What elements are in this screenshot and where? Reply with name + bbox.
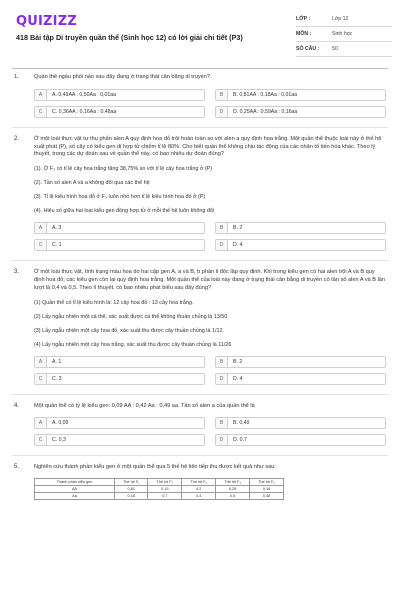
question-text: Ở một loài thực vật, tính trạng màu hoa do hai cặp gen A, a và B, b phân li độc lập quy định. Khi trong kiểu gen có hai alen trội A và B quy định hoa đỏ; các kiểu gen còn lại quy định hoa trắng. Một quần thể của loài này đang ở trạng thái cân bằng di truyền có tần số alen A và B lần lượt là 0,4 và 0,5. Theo lí thuyết, có bao nhiêu phát biểu sau đây đúng?	[34, 269, 386, 291]
question-number: 2.	[14, 135, 20, 142]
table-header-cell: Thế hệ F₅	[250, 479, 284, 486]
table-header-cell: Thế hệ F₂	[148, 479, 182, 486]
option-letter: A	[35, 418, 47, 428]
table-header-cell: Thế hệ F₁	[115, 479, 148, 486]
option-letter: C	[35, 107, 47, 117]
answer-options	[34, 356, 386, 385]
option-text: D. 0,7	[233, 437, 247, 444]
question-text: Ở một loài thực vật tự thụ phấn alen A quy định hoa đỏ trội hoàn toàn so với alen a quy định hoa trắng. Một quần thể thuộc loài này ở thế hệ xuất phát (P), số cây có kiểu gen dị hợp tử chiếm tỉ lệ 80%. Cho biết quần thể không chịu tác động của các nhân tố tiến hóa khác. Theo lý thuyết, trong các dự đoán sau về quần thể này, có bao nhiêu dự đoán đúng?	[34, 135, 382, 158]
header-divider	[12, 68, 388, 69]
option-letter: A	[35, 90, 47, 100]
option-letter: B	[216, 90, 228, 100]
option-letter: C	[35, 240, 47, 250]
table-cell: 0,4	[182, 493, 216, 500]
option-text: D. 4	[233, 375, 243, 382]
meta-key: LỚP :	[296, 16, 311, 22]
table-cell: 0,16	[250, 486, 284, 493]
question-divider	[12, 127, 388, 128]
answer-option-c[interactable]	[34, 239, 205, 251]
option-text: A. 1	[52, 358, 62, 365]
meta-key: MÔN :	[296, 31, 312, 37]
meta-row-question-count	[296, 42, 392, 57]
answer-option-b[interactable]	[215, 417, 386, 429]
question-5	[14, 464, 386, 500]
meta-key: SỐ CÂU :	[296, 46, 320, 52]
table-cell: Aa	[35, 493, 115, 500]
option-text: B. 2	[233, 358, 243, 365]
option-text: C. 0,36AA : 0,16Aa : 0,48aa	[52, 108, 117, 115]
answer-option-b[interactable]	[215, 222, 386, 234]
answer-option-a[interactable]	[34, 89, 205, 101]
meta-value: 50	[332, 46, 338, 52]
statement: (4) Lấy ngẫu nhiên một cây hoa trắng, xác suất thu được cây thuần chủng là 11/26	[34, 341, 232, 348]
answer-option-c[interactable]	[34, 434, 205, 446]
table-cell: AA	[35, 486, 115, 493]
question-1	[14, 74, 386, 118]
option-letter: D	[216, 435, 228, 445]
option-text: B. 0,49	[233, 420, 250, 427]
table-cell: 0,2	[182, 486, 216, 493]
question-number: 3.	[14, 269, 20, 276]
meta-row-subject	[296, 27, 392, 42]
statement: (1). Ở F₃ có tỉ lệ cây hoa trắng tăng 38,75% so với tỉ lệ cây hoa trắng ở (P)	[34, 166, 213, 173]
statement: (3) Lấy ngẫu nhiên một cây hoa đỏ, xác suất thu được cây thuần chủng là 1/12.	[34, 327, 224, 334]
option-text: A. 0,49AA : 0,50Aa : 0,01aa	[52, 91, 117, 98]
option-letter: D	[216, 240, 228, 250]
table-cell: 0,81	[115, 486, 148, 493]
table-header-cell: Thành phần kiểu gen	[35, 479, 115, 486]
question-divider	[12, 394, 388, 395]
meta-row-class	[296, 12, 392, 27]
option-text: D. 0,25AA : 0,59Aa : 0,16aa	[233, 108, 298, 115]
document-header	[0, 0, 400, 66]
table-cell: 0,18	[115, 493, 148, 500]
table-row	[35, 486, 284, 493]
question-3	[14, 269, 386, 384]
option-text: C. 3	[52, 375, 62, 382]
table-header-cell: Thế hệ F₃	[182, 479, 216, 486]
meta-value: Lớp 12	[332, 16, 349, 22]
statement: (2) Lấy ngẫu nhiên một cá thể, xác suất được cá thể không thuần chủng là 13/50.	[34, 313, 229, 320]
answer-option-a[interactable]	[34, 222, 205, 234]
option-text: B. 0,81AA : 0,18Aa : 0,01aa	[233, 91, 298, 98]
question-list	[0, 74, 400, 600]
question-number: 5.	[14, 464, 20, 471]
option-letter: D	[216, 374, 228, 384]
option-letter: B	[216, 357, 228, 367]
question-number: 4.	[14, 402, 20, 409]
document-title: 418 Bài tập Di truyền quần thể (Sinh học 12) có lời giải chi tiết (P3)	[16, 33, 243, 42]
table-cell: 0,48	[250, 493, 284, 500]
option-letter: A	[35, 223, 47, 233]
option-letter: D	[216, 107, 228, 117]
question-number: 1.	[14, 74, 20, 80]
option-letter: C	[35, 374, 47, 384]
genotype-table	[34, 478, 284, 500]
option-text: B. 2	[233, 225, 243, 232]
answer-option-c[interactable]	[34, 373, 205, 385]
quizizz-logo: QUIZIZZ	[16, 14, 77, 29]
statement: (2). Tần số alen A và a không đổi qua các thế hệ	[34, 180, 150, 187]
option-text: C. 1	[52, 242, 62, 249]
option-letter: A	[35, 357, 47, 367]
answer-option-b[interactable]	[215, 89, 386, 101]
option-letter: C	[35, 435, 47, 445]
answer-options	[34, 417, 386, 446]
question-divider	[12, 260, 388, 261]
answer-option-d[interactable]	[215, 434, 386, 446]
table-cell: 0,15	[148, 486, 182, 493]
table-header-row	[35, 479, 284, 486]
answer-option-d[interactable]	[215, 239, 386, 251]
answer-options	[34, 89, 386, 118]
option-text: A. 0,09	[52, 420, 69, 427]
statement: (1) Quần thể có tỉ lệ kiểu hình là: 12 cây hoa đỏ : 13 cây hoa trắng.	[34, 299, 194, 306]
meta-value: Sinh học	[332, 31, 353, 37]
answer-option-a[interactable]	[34, 356, 205, 368]
answer-option-b[interactable]	[215, 356, 386, 368]
question-text: Quần thể ngẫu phối nào sau đây đang ở trạng thái cân bằng di truyền?	[34, 74, 210, 80]
answer-option-c[interactable]	[34, 106, 205, 118]
question-text: Một quần thể có tỷ lệ kiểu gen: 0,09 AA : 0,42 Aa : 0,49 aa. Tần số alen a của quần thể là	[34, 402, 255, 409]
table-cell: 0,5	[216, 493, 250, 500]
question-2	[14, 136, 386, 251]
answer-option-d[interactable]	[215, 106, 386, 118]
table-row	[35, 493, 284, 500]
option-letter: B	[216, 223, 228, 233]
statement: (4). Hiệu số giữa hai loại kiểu gen đồng hợp tử ở mỗi thế hệ luôn không đổi	[34, 208, 215, 215]
question-divider	[12, 455, 388, 456]
answer-option-d[interactable]	[215, 373, 386, 385]
statement: (3). Tỉ lệ kiểu hình hoa đỏ ở F₃ luôn nhỏ hơn tỉ lệ kiểu hình hoa đỏ ở (P)	[34, 194, 206, 201]
option-text: C. 0,3	[52, 437, 66, 444]
option-letter: B	[216, 418, 228, 428]
answer-option-a[interactable]	[34, 417, 205, 429]
question-text: Nghiên cứu thành phần kiểu gen ở một quần thể qua 5 thế hệ liên tiếp thu được kết quả như sau:	[34, 464, 276, 471]
table-cell: 0,7	[148, 493, 182, 500]
meta-info-table	[296, 12, 392, 57]
table-cell: 0,25	[216, 486, 250, 493]
table-header-cell: Thế hệ F₄	[216, 479, 250, 486]
option-text: A. 3	[52, 225, 62, 232]
option-text: D. 4	[233, 242, 243, 249]
answer-options	[34, 222, 386, 251]
question-4	[14, 403, 386, 447]
